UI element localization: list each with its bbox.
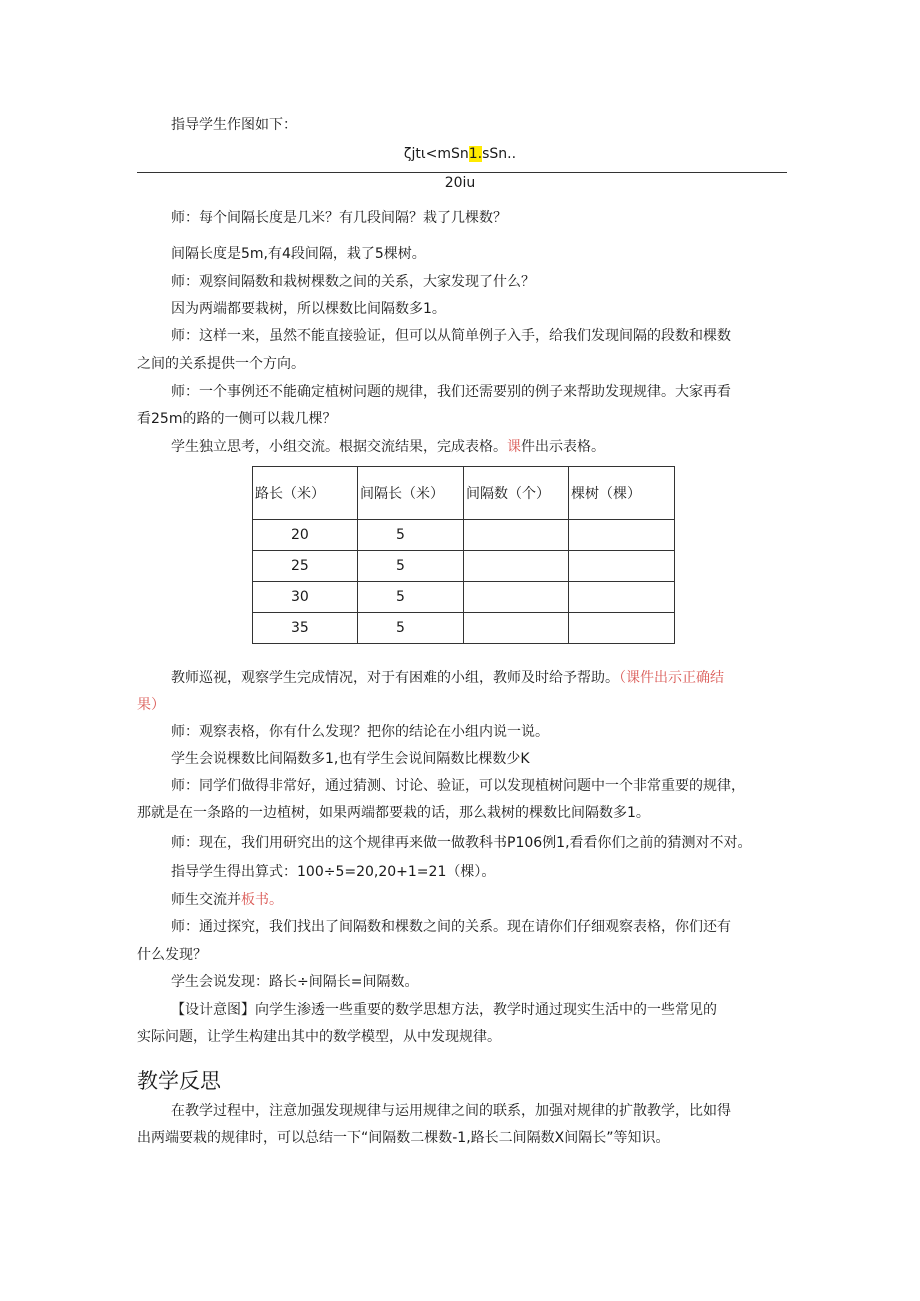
paragraph-14-text: 师生交流并 — [171, 892, 241, 908]
paragraph-5b: 之间的关系提供一个方向。 — [137, 356, 305, 372]
table-cell: 5 — [358, 520, 464, 551]
paragraph-3: 师：观察间隔数和栽树棵数之间的关系，大家发现了什么？ — [171, 274, 535, 290]
paragraph-10: 学生会说棵数比间隔数多1,也有学生会说间隔数比棵数少K — [171, 751, 530, 767]
paragraph-6b: 看25m的路的一侧可以栽几棵？ — [137, 411, 337, 427]
paragraph-17a: 【设计意图】向学生渗透一些重要的数学思想方法，教学时通过现实生活中的一些常见的 — [171, 1002, 717, 1018]
paragraph-2: 间隔长度是5m,有4段间隔，栽了5棵树。 — [171, 246, 426, 262]
paragraph-1: 师：每个间隔长度是几米？有几段间隔？栽了几棵数？ — [171, 210, 507, 226]
paragraph-12: 师：现在，我们用研究出的这个规律再来做一做教科书P106例1,看看你们之前的猜测对不对。 — [171, 835, 752, 851]
table-header-cell: 棵树（棵） — [569, 467, 675, 520]
figure-top-label — [0, 144, 920, 164]
paragraph-7-text-b: 件出示表格。 — [521, 439, 605, 455]
table-cell: 5 — [358, 613, 464, 644]
table-row — [253, 613, 675, 644]
table-cell: 5 — [358, 582, 464, 613]
table-cell — [569, 582, 675, 613]
reflection-paragraph-b: 出两端要栽的规律时，可以总结一下“间隔数二棵数-1,路长二间隔数X间隔长”等知识。 — [137, 1130, 670, 1146]
paragraph-11b: 那就是在一条路的一边植树，如果两端都要栽的话，那么栽树的棵数比间隔数多1。 — [137, 805, 650, 821]
paragraph-9: 师：观察表格，你有什么发现？把你的结论在小组内说一说。 — [171, 724, 549, 740]
paragraph-16: 学生会说发现：路长÷间隔长=间隔数。 — [171, 974, 419, 990]
paragraph-8a — [137, 668, 787, 688]
table-cell — [464, 520, 569, 551]
figure-top-label-b: sSn.. — [482, 146, 517, 162]
table-cell: 35 — [253, 613, 358, 644]
figure-highlight: 1. — [468, 146, 483, 162]
table-header-row — [253, 467, 675, 520]
table-row — [253, 582, 675, 613]
table-row — [253, 551, 675, 582]
paragraph-8b: 果） — [137, 697, 165, 713]
paragraph-13: 指导学生得出算式：100÷5=20,20+1=21（棵）。 — [171, 864, 496, 880]
table-cell — [464, 551, 569, 582]
table-header-cell: 路长（米） — [253, 467, 358, 520]
table-cell — [569, 551, 675, 582]
intro-line: 指导学生作图如下： — [171, 117, 297, 133]
table-header-cell: 间隔长（米） — [358, 467, 464, 520]
paragraph-4: 因为两端都要栽树，所以棵数比间隔数多1。 — [171, 301, 446, 317]
paragraph-11a: 师：同学们做得非常好，通过猜测、讨论、验证，可以发现植树问题中一个非常重要的规律， — [171, 778, 745, 794]
paragraph-6a: 师：一个事例还不能确定植树问题的规律，我们还需要别的例子来帮助发现规律。大家再看 — [171, 384, 731, 400]
table-cell: 25 — [253, 551, 358, 582]
reflection-paragraph-a: 在教学过程中，注意加强发现规律与运用规律之间的联系，加强对规律的扩散教学，比如得 — [171, 1103, 731, 1119]
table-cell — [464, 613, 569, 644]
reflection-heading: 教学反思 — [137, 1069, 221, 1093]
paragraph-17b: 实际问题，让学生构建出其中的数学模型，从中发现规律。 — [137, 1029, 501, 1045]
paragraph-7 — [137, 437, 787, 457]
table-cell — [569, 613, 675, 644]
table-row — [253, 520, 675, 551]
paragraph-14 — [137, 890, 787, 910]
table-header-cell: 间隔数（个） — [464, 467, 569, 520]
paragraph-14-red: 板书。 — [241, 892, 283, 908]
table-cell: 5 — [358, 551, 464, 582]
paragraph-7-red: 课 — [507, 439, 521, 455]
table-cell: 20 — [253, 520, 358, 551]
paragraph-8-red-a: （课件出示正确结 — [619, 670, 724, 686]
table-cell — [569, 520, 675, 551]
paragraph-15b: 什么发现？ — [137, 947, 207, 963]
figure-bottom-label: 20iu — [444, 175, 476, 191]
paragraph-5a: 师：这样一来，虽然不能直接验证，但可以从简单例子入手，给我们发现间隔的段数和棵数 — [171, 328, 731, 344]
data-table — [252, 466, 675, 644]
table-cell — [464, 582, 569, 613]
paragraph-7-text-a: 学生独立思考，小组交流。根据交流结果，完成表格。 — [171, 439, 507, 455]
table-cell: 30 — [253, 582, 358, 613]
paragraph-15a: 师：通过探究，我们找出了间隔数和棵数之间的关系。现在请你们仔细观察表格，你们还有 — [171, 919, 731, 935]
paragraph-8-text: 教师巡视，观察学生完成情况，对于有困难的小组，教师及时给予帮助。 — [171, 670, 619, 686]
figure-top-label-a: ζjtι<mSn — [403, 146, 469, 162]
